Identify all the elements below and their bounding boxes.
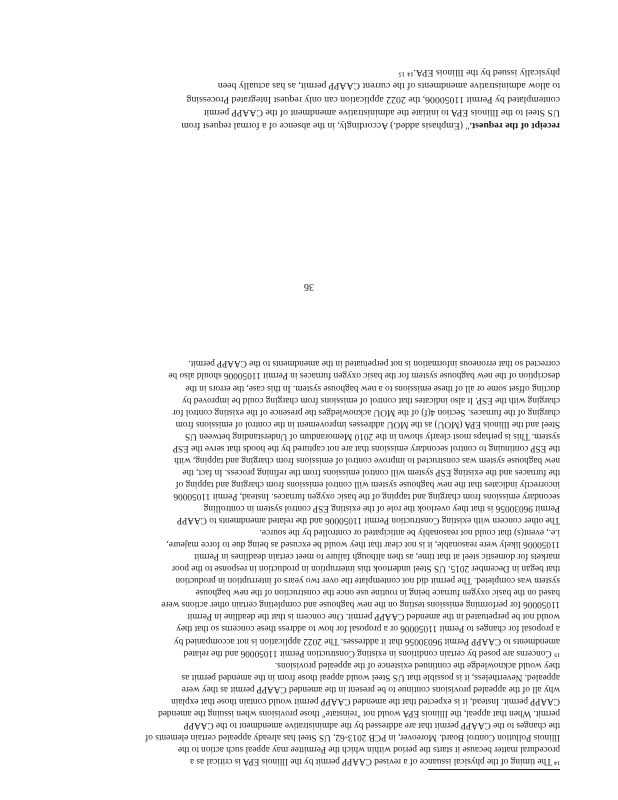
footnote-line: system was completed. The permit did not contemplate the over two years of interruption in production — [175, 575, 560, 586]
footnote-line: why all of the appealed provisions continue to be present in the amended CAAPP permit as they were — [181, 683, 560, 694]
footnote-separator — [428, 769, 560, 770]
footnote-line: the ESP continuing to control secondary emissions that are not captured by the hoods that serve the ESP — [172, 442, 560, 453]
footnote-line: new baghouse system was constructed to improve control of emissions from charging and tapping, with — [174, 454, 560, 465]
footnote-line: amendments to CAAPP Permit 96030056 that it addresses. The 2022 application is not accompanied by — [173, 635, 560, 646]
footnote-line: markets for domestic steel at that time, as then although failure to meet certain deadlines in Permit — [194, 551, 560, 562]
footnote-line: The other concern with existing Construction Permit 11050006 and the related amendments to CAAPP — [176, 515, 560, 526]
footnote-line: ¹⁵ Concerns are posed by certain conditions in existing Construction Permit 11050006 and the related — [183, 647, 560, 658]
footnote-line: a proposal for changes to Permit 11050006 or a proposal for how to address these concerns so that they — [176, 623, 560, 634]
body-line: US Steel to the Illinois EPA to initiate the administrative amendment of the CAAPP permit — [203, 106, 560, 118]
footnote-line: 11050006 likely were reasonable, it is not clear that they would be excused as being due to force majeure, — [166, 539, 560, 550]
body-text: " (Emphasis added.) Accordingly, in the absence of a formal request from — [181, 120, 470, 131]
main-paragraph — [60, 66, 560, 132]
footnote-line: secondary emissions from charging and tapping of the basic oxygen furnaces. Instead, Permit 11050006 — [173, 490, 560, 501]
footnote-line: incorrectly indicates that the new baghouse system will control emissions from charging and tapping of — [175, 478, 560, 489]
footnotes-section — [60, 357, 560, 767]
footnote-line: Permit 96030056 is that they overlook the role of the existing ESP control system in controlling — [203, 503, 560, 514]
footnote-line: the furnaces and the existing ESP system will control emissions from the refining process. In fact, the — [182, 466, 560, 477]
footnote-line: 11050006 for performing emissions testing on the new baghouse and completing certain other actions were — [161, 599, 560, 610]
body-line — [60, 119, 560, 132]
footnote-line: the changes to the CAAPP permit that are addressed by the administrative amendment to the CAAPP — [183, 719, 560, 730]
footnote-line: ¹⁴ The timing of the physical issuance of a revised CAAPP permit by the Illinois EPA is critical as a — [189, 756, 560, 766]
footnote-line: description of the new baghouse system for the basic oxygen furnaces in Permit 11050006 should also be — [168, 370, 560, 381]
footnote-line: system. This is perhaps most clearly shown in the 2010 Memorandum of Understanding between US — [184, 430, 560, 441]
footnote-line: that began in December 2015. US Steel undertook this interruption in production in response to the poor — [171, 563, 560, 574]
footnote-line: charging with the ESP. It also indicates that control of emissions from charging could be improved by — [182, 394, 560, 405]
footnote-line: procedural matter because it starts the period within which the Permittee may appeal such action to the — [177, 743, 560, 754]
footnote-line: charging of the furnaces. Section 4(f) of the MOU acknowledges the presence of the existing control for — [172, 406, 560, 417]
footnote-line: based on the basic oxygen furnace being in routine use once the construction of the new baghouse — [195, 587, 560, 598]
footnote-line: they would acknowledge the continued existence of the appealed provisions. — [274, 659, 560, 670]
emphasized-text: receipt of the request. — [469, 120, 560, 131]
footnote-line: i.e., event(s) that could not reasonably be anticipated or controlled by the source. — [259, 527, 560, 538]
footnote-line: would not be perpetuated in the amended CAAPP permit. One concern is that the deadline in Permit — [187, 611, 560, 622]
footnote-line: ducting offset some or all of these emissions to a new baghouse system. In this case, the errors in the — [185, 382, 560, 393]
body-line: to allow administrative amendments of the current CAAPP permit, as has actually been — [217, 80, 560, 92]
footnote-line: Illinois Pollution Control Board. Moreover, in PCB 2013-62, US Steel has already appealed certain elements of — [145, 731, 560, 742]
footnote-line: CAAPP permit. Instead, it is expected that the amended CAAPP permit would contain those that explain — [171, 695, 560, 706]
footnote-line: appealed. Nevertheless, it is possible that US Steel would appeal those from in the amended permit as — [181, 671, 560, 682]
footnote-line: Steel and the Illinois EPA (MOU) as the MOU addresses improvement in the control of emissions from — [175, 418, 560, 429]
footnote-line: permit. When that appeal, the Illinois EPA would not "reinstate" those provisions when issuing the amended — [158, 707, 560, 718]
body-line: contemplated by Permit 11050006, the 2022 application can only request Integrated Processing — [186, 93, 560, 105]
page-number: 36 — [304, 281, 314, 292]
footnote-line: corrected so that erroneous information is not perpetuated in the amendments to the CAAPP permit. — [188, 358, 560, 369]
body-line: physically issued by the Illinois EPA.¹⁴ ¹⁵ — [398, 67, 560, 79]
